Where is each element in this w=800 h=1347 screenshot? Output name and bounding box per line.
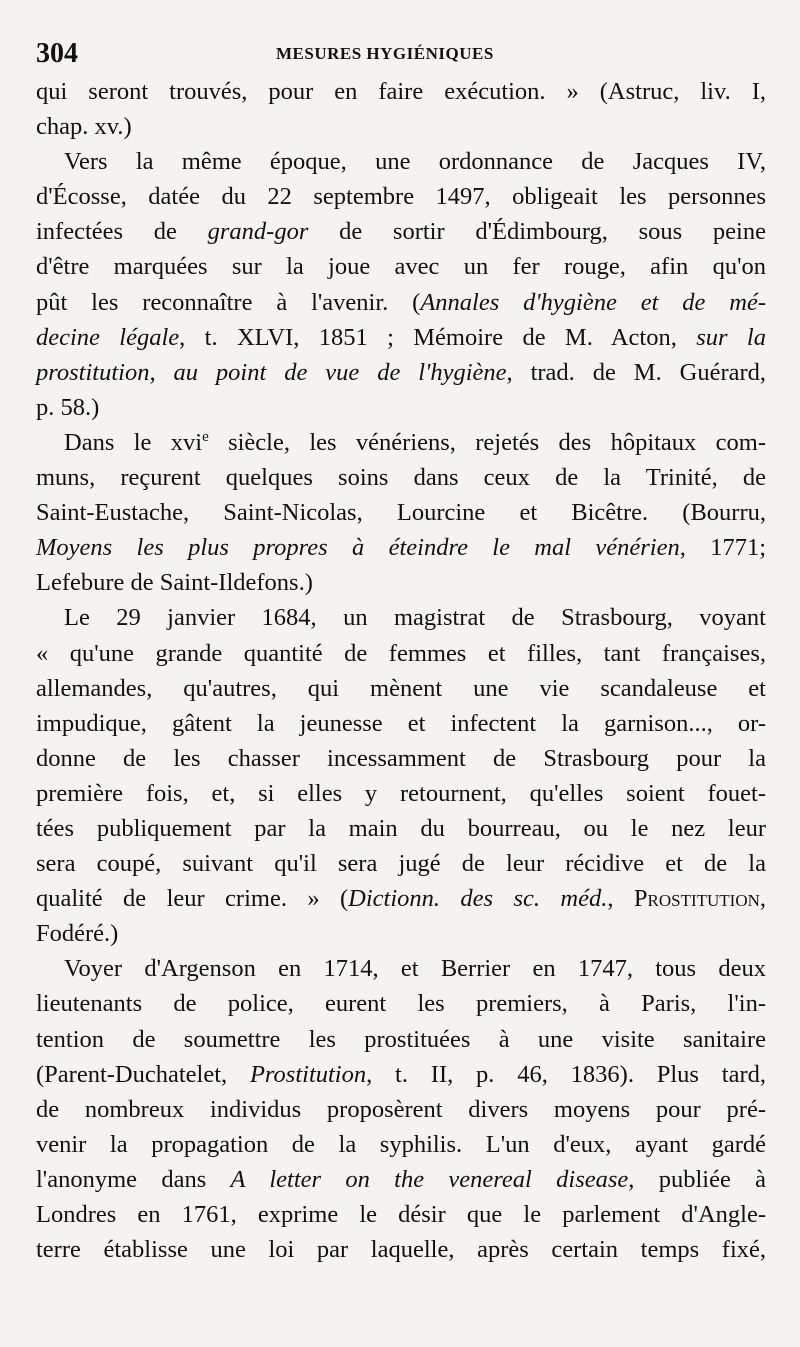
text-line xyxy=(36,1197,766,1232)
text-line xyxy=(36,425,766,460)
text-segment: d'être marquées sur la joue avec un fer rouge, afin qu'on xyxy=(36,253,766,281)
text-segment: , trad. de M. Guérard, xyxy=(506,358,767,386)
text-line xyxy=(36,565,766,600)
text-segment: Vers la même époque, une ordonnance de Jacques IV, xyxy=(64,148,766,176)
text-segment: , 1771; xyxy=(679,534,767,562)
text-segment: siècle, les vénériens, rejetés des hôpitaux com- xyxy=(208,428,767,456)
text-line xyxy=(36,179,766,214)
text-line xyxy=(36,249,766,284)
text-segment: pût les reconnaître à l'avenir. ( xyxy=(36,288,421,316)
text-line xyxy=(36,144,766,179)
text-segment: Dans le xvi xyxy=(64,428,203,456)
text-segment: Moyens les plus propres à éteindre le mal vénérien xyxy=(36,534,680,562)
text-line xyxy=(36,74,766,109)
text-segment: , xyxy=(759,885,767,913)
text-segment: Fodéré.) xyxy=(36,920,119,948)
page-header xyxy=(36,38,764,68)
text-segment: prostitution, au point de vue de l'hygiène xyxy=(36,358,507,386)
text-segment: tention de soumettre les prostituées à une visite sanitaire xyxy=(36,1025,766,1053)
text-segment: , xyxy=(607,885,634,913)
text-line xyxy=(36,986,766,1021)
text-segment: , t. II, p. 46, 1836). Plus tard, xyxy=(366,1060,766,1088)
text-segment: qui seront trouvés, pour en faire exécution. » (Astruc, liv. I, xyxy=(36,78,766,105)
text-segment: « qu'une grande quantité de femmes et filles, tant françaises, xyxy=(36,639,766,667)
text-line xyxy=(36,495,766,530)
text-segment: Voyer d'Argenson en 1714, et Berrier en 1747, tous deux xyxy=(64,955,766,983)
text-segment: impudique, gâtent la jeunesse et infectent la garnison..., or- xyxy=(36,709,766,737)
text-segment: Saint-Eustache, Saint-Nicolas, Lourcine et Bicêtre. (Bourru, xyxy=(36,499,766,527)
text-segment: allemandes, qu'autres, qui mènent une vie scandaleuse et xyxy=(36,674,766,702)
text-line xyxy=(36,1127,766,1162)
running-title: MESURES HYGIÉNIQUES xyxy=(276,44,494,63)
text-segment: Dictionn. des sc. méd. xyxy=(348,885,608,913)
text-line xyxy=(36,811,766,846)
text-segment: terre établisse une loi par laquelle, après certain temps fixé, xyxy=(36,1236,766,1264)
text-segment: e xyxy=(202,428,209,445)
text-segment: chap. xv.) xyxy=(36,113,132,141)
text-segment: (Parent-Duchatelet, xyxy=(36,1060,250,1088)
text-segment: p. 58.) xyxy=(36,393,100,421)
text-line xyxy=(36,355,766,390)
text-segment: donne de les chasser incessamment de Strasbourg pour la xyxy=(36,744,766,772)
text-line xyxy=(36,916,766,951)
text-segment: muns, reçurent quelques soins dans ceux de la Trinité, de xyxy=(36,464,766,492)
body-text xyxy=(36,74,766,1267)
text-line xyxy=(36,1232,766,1267)
text-line xyxy=(36,846,766,881)
text-segment: A letter on the venereal disease xyxy=(230,1165,629,1193)
text-segment: Londres en 1761, exprime le désir que le parlement d'Angle- xyxy=(36,1201,766,1228)
text-line xyxy=(36,671,766,706)
text-segment: venir la propagation de la syphilis. L'un d'eux, ayant gardé xyxy=(36,1130,766,1158)
text-line xyxy=(36,320,766,355)
text-segment: infectées de xyxy=(36,218,208,246)
text-line xyxy=(36,1022,766,1057)
text-segment: lieutenants de police, eurent les premiers, à Paris, l'in- xyxy=(36,990,766,1018)
text-segment: Prostitution xyxy=(249,1060,367,1088)
text-segment: de sortir d'Édimbourg, sous peine xyxy=(308,218,766,246)
text-line xyxy=(36,1092,766,1127)
text-segment: decine légale xyxy=(36,323,180,351)
text-segment: Lefebure de Saint-Ildefons.) xyxy=(36,569,313,597)
text-line xyxy=(36,951,766,986)
text-segment: première fois, et, si elles y retournent, qu'elles soient fouet- xyxy=(36,779,766,807)
text-line xyxy=(36,285,766,320)
text-line xyxy=(36,1162,766,1197)
text-line xyxy=(36,214,766,249)
page-number: 304 xyxy=(36,38,78,69)
text-segment: d'Écosse, datée du 22 septembre 1497, obligeait les personnes xyxy=(36,183,766,211)
text-segment: , t. XLVI, 1851 ; Mémoire de M. Acton, xyxy=(179,323,697,351)
text-segment: qualité de leur crime. » ( xyxy=(36,885,349,913)
text-segment: de nombreux individus proposèrent divers moyens pour pré- xyxy=(36,1095,766,1123)
text-line xyxy=(36,881,766,916)
text-line xyxy=(36,390,766,425)
text-line xyxy=(36,460,766,495)
text-line xyxy=(36,109,766,144)
text-line xyxy=(36,530,766,565)
text-segment: sur la xyxy=(696,323,766,351)
text-segment: Annales d'hygiène et de mé- xyxy=(420,288,766,316)
text-segment: Prostitution xyxy=(633,885,760,913)
text-line xyxy=(36,706,766,741)
text-line xyxy=(36,776,766,811)
text-segment: , publiée à xyxy=(628,1165,766,1193)
text-segment: tées publiquement par la main du bourreau, ou le nez leur xyxy=(36,814,766,842)
text-line xyxy=(36,636,766,671)
text-segment: grand-gor xyxy=(207,218,309,246)
text-segment: sera coupé, suivant qu'il sera jugé de leur récidive et de la xyxy=(36,850,766,878)
text-line xyxy=(36,1057,766,1092)
text-segment: l'anonyme dans xyxy=(36,1165,231,1193)
text-line xyxy=(36,741,766,776)
text-line xyxy=(36,600,766,635)
text-segment: Le 29 janvier 1684, un magistrat de Strasbourg, voyant xyxy=(64,604,766,632)
